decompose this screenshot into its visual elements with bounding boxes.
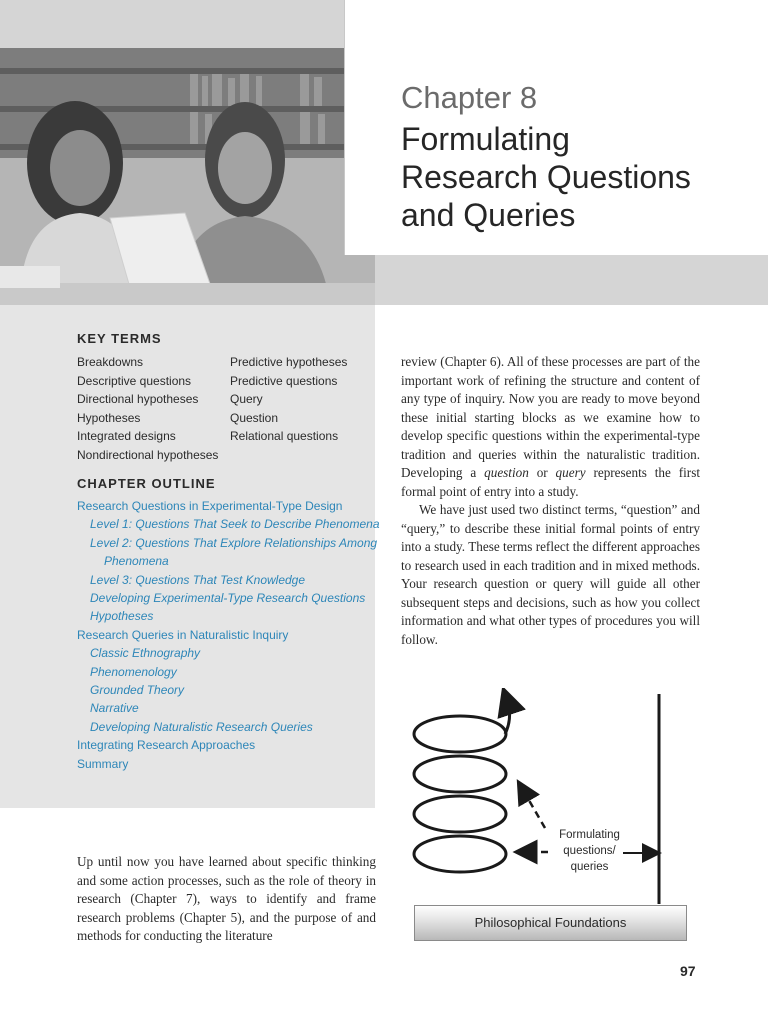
chapter-title-line: and Queries [401, 197, 576, 233]
chapter-title [401, 120, 741, 234]
body-paragraph-left [77, 853, 376, 946]
spiral-arrow-up [505, 700, 510, 734]
outline-item[interactable]: Research Queries in Naturalistic Inquiry [77, 627, 289, 642]
key-term: Descriptive questions [77, 373, 192, 388]
outline-item[interactable]: Level 3: Questions That Test Knowledge [90, 572, 306, 587]
philosophical-foundations-bar: Philosophical Foundations [414, 905, 687, 941]
paragraph-text [401, 353, 700, 501]
text-run: represents the first formal point of entry into a study. [401, 465, 700, 499]
key-term: Query [230, 392, 263, 406]
key-term: Directional hypotheses [77, 392, 199, 406]
outline-item[interactable]: Developing Experimental-Type Research Questions [90, 591, 366, 606]
outline-item[interactable]: Level 2: Questions That Explore Relationships Among [90, 535, 378, 550]
outline-item[interactable]: Hypotheses [90, 609, 154, 624]
spiral-figure [405, 688, 705, 948]
spiral-coil [414, 756, 506, 792]
body-paragraph-right [401, 353, 700, 649]
term-query: query [555, 465, 586, 480]
chapter-label: Chapter 8 [401, 80, 538, 115]
key-term: Relational questions [230, 429, 339, 443]
outline-item[interactable]: Classic Ethnography [90, 646, 201, 661]
figure-label-line: Formulating [559, 829, 620, 841]
key-term: Integrated designs [77, 429, 176, 443]
outline-item[interactable]: Phenomena [104, 554, 169, 569]
key-term: Breakdowns [77, 355, 144, 369]
key-terms-column-1 [77, 353, 218, 464]
term-question: question [484, 465, 529, 480]
key-terms-column-2 [230, 353, 347, 446]
paragraph-text: We have just used two distinct terms, “question” and “query,” to describe these initial formal points of entry into a study. These terms reflect the different approaches to research used in each tradition and in mixed methods. Your research question or query will guide all other subsequent steps and decisions, such as how you collect information and what other types of procedures you will follow. [401, 502, 700, 647]
key-term: Hypotheses [77, 410, 141, 425]
figure-label [553, 827, 626, 875]
key-term: Predictive questions [230, 373, 338, 388]
outline-item[interactable]: Integrating Research Approaches [77, 738, 256, 753]
outline-item[interactable]: Research Questions in Experimental-Type Design [77, 499, 343, 513]
key-term: Predictive hypotheses [230, 355, 348, 369]
figure-label-line: queries [570, 861, 609, 873]
outline-item[interactable]: Summary [77, 756, 129, 771]
spiral-coil [414, 796, 506, 832]
chapter-title-line: Formulating [401, 121, 570, 157]
text-run: review (Chapter 6). All of these processes are part of the important work of refining the structure and content of any type of inquiry. Now you are ready to move beyond these initial starting blocks as we examine how to develop specific questions within the experimental-type tradition and queries within the naturalistic tradition. Developing a [401, 354, 700, 480]
chapter-title-line: Research Questions [401, 159, 691, 195]
key-terms-heading: KEY TERMS [77, 331, 162, 346]
outline-item[interactable]: Phenomenology [90, 664, 177, 679]
outline-item[interactable]: Grounded Theory [90, 683, 185, 698]
spiral-coil [414, 716, 506, 752]
key-term: Nondirectional hypotheses [77, 447, 219, 462]
outline-item[interactable]: Narrative [90, 701, 139, 716]
chapter-photo [0, 48, 375, 305]
photo-illustration [0, 48, 375, 305]
text-run: or [528, 465, 556, 480]
chapter-outline-heading: CHAPTER OUTLINE [77, 476, 216, 491]
spiral-diagram [405, 688, 705, 908]
chapter-outline [77, 497, 380, 773]
key-term: Question [230, 410, 279, 425]
page-number: 97 [680, 963, 696, 979]
outline-item[interactable]: Developing Naturalistic Research Queries [90, 719, 313, 734]
outline-item[interactable]: Level 1: Questions That Seek to Describe Phenomena [90, 517, 380, 532]
paragraph-text: Up until now you have learned about specific thinking and some action processes, such as the role of theory in research (Chapter 7), ways to identify and frame research problems (Chapter 5), and the purpose of and methods for conducting the literature [77, 854, 376, 943]
figure-label-line: questions/ [563, 845, 616, 857]
dashed-arrow-up [523, 790, 545, 828]
spiral-coil [414, 836, 506, 872]
